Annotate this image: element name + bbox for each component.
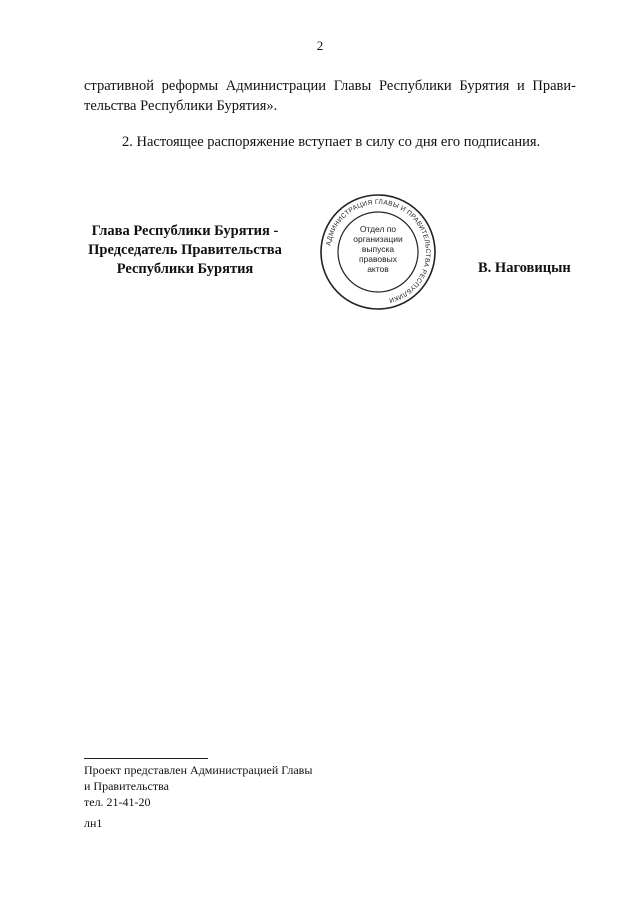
signer-title <box>78 222 292 279</box>
signer-title-line-2: Председатель Правительства <box>88 242 282 258</box>
page-number: 2 <box>316 38 324 53</box>
paragraph-continued <box>84 76 576 116</box>
stamp-center-line-3: выпуска <box>361 244 395 254</box>
stamp-center-line-4: правовых <box>358 254 398 264</box>
signer-title-line-1: Глава Республики Бурятия - <box>91 223 279 239</box>
paragraph-2: 2. Настоящее распоряжение вступает в силу со дня его подписания. <box>122 134 541 150</box>
signer-name: В. Наговицын <box>478 260 571 276</box>
paragraph-line-1: стративной реформы Администрации Главы Республики Бурятия и Прави- <box>84 78 576 94</box>
footnote <box>84 762 312 810</box>
footnote-line-1: Проект представлен Администрацией Главы <box>84 763 313 777</box>
stamp-center-line-5: актов <box>367 264 389 274</box>
footnote-phone: тел. 21-41-20 <box>84 795 151 809</box>
stamp-center-line-2: организации <box>353 234 403 244</box>
stamp-center-line-1: Отдел по <box>359 224 397 234</box>
footnote-line-2: и Правительства <box>84 779 169 793</box>
footnote-divider <box>84 758 208 759</box>
signer-title-line-3: Республики Бурятия <box>116 261 254 277</box>
official-stamp <box>318 192 438 312</box>
stamp-ring-text: АДМИНИСТРАЦИЯ ГЛАВЫ И ПРАВИТЕЛЬСТВА РЕСПУБЛИКИ <box>325 198 432 304</box>
paragraph-line-2: тельства Республики Бурятия». <box>84 98 278 114</box>
document-code: лн1 <box>84 816 103 830</box>
